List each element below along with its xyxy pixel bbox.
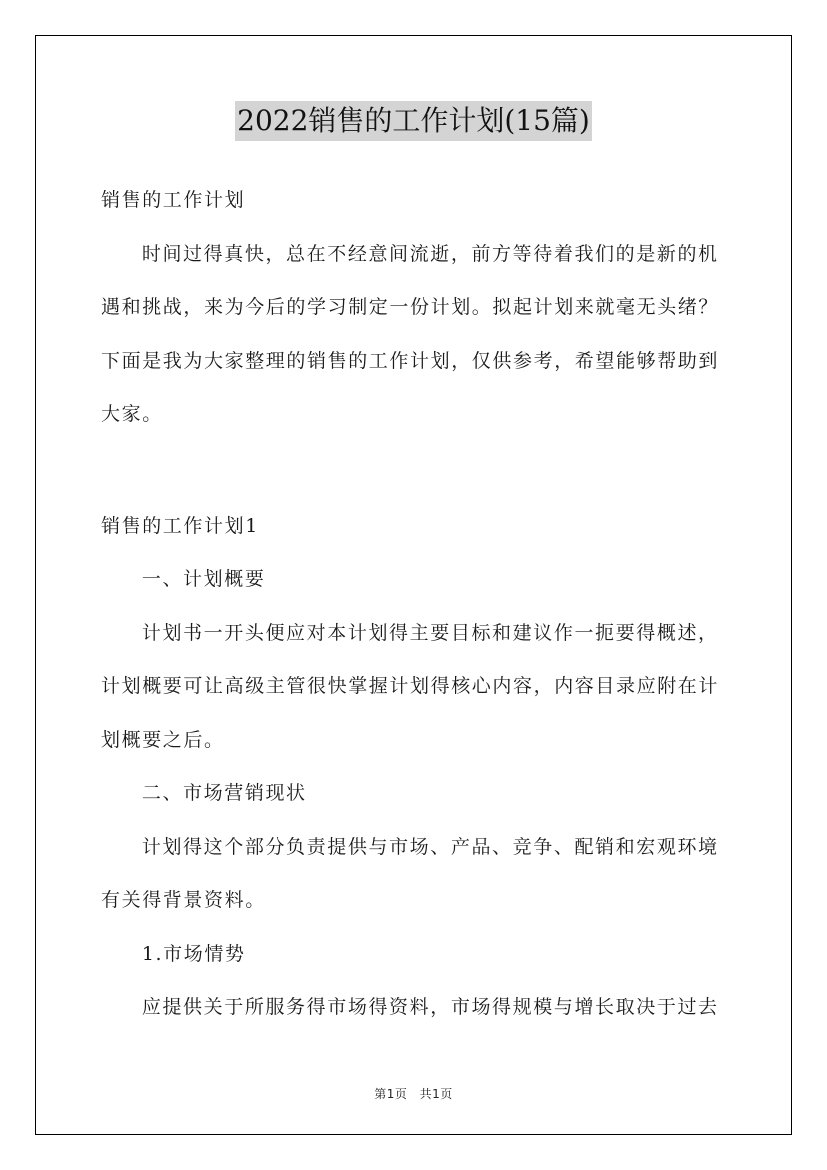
market-situation-paragraph: 应提供关于所服务得市场得资料，市场得规模与增长取决于过去: [141, 996, 719, 1018]
item-heading-market-situation: 1.市场情势: [141, 942, 246, 965]
intro-paragraph: 时间过得真快，总在不经意间流逝，前方等待着我们的是新的机遇和挑战，来为今后的学习制定一份计划。拟起计划来就毫无头绪？下面是我为大家整理的销售的工作计划，仅供参考，希望能够帮助到大家。: [101, 242, 720, 425]
page-total: 共1页: [419, 1087, 453, 1101]
market-status-paragraph: 计划得这个部分负责提供与市场、产品、竞争、配销和宏观环境有关得背景资料。: [101, 835, 719, 911]
section-heading: 销售的工作计划1: [101, 514, 259, 537]
subsection-heading-market-status: 二、市场营销现状: [141, 782, 307, 804]
title-container: [0, 101, 827, 141]
summary-paragraph: 计划书一开头便应对本计划得主要目标和建议作一扼要得概述，计划概要可让高级主管很快掌握计划得核心内容，内容目录应附在计划概要之后。: [101, 621, 720, 751]
document-title: 2022销售的工作计划(15篇): [235, 101, 592, 141]
section-gap: [101, 442, 729, 500]
subsection-heading-summary: 一、计划概要: [141, 568, 266, 590]
page-footer: [0, 1085, 827, 1102]
document-body: [101, 174, 729, 1035]
intro-heading: 销售的工作计划: [101, 189, 246, 211]
page-number: 第1页: [374, 1087, 408, 1101]
